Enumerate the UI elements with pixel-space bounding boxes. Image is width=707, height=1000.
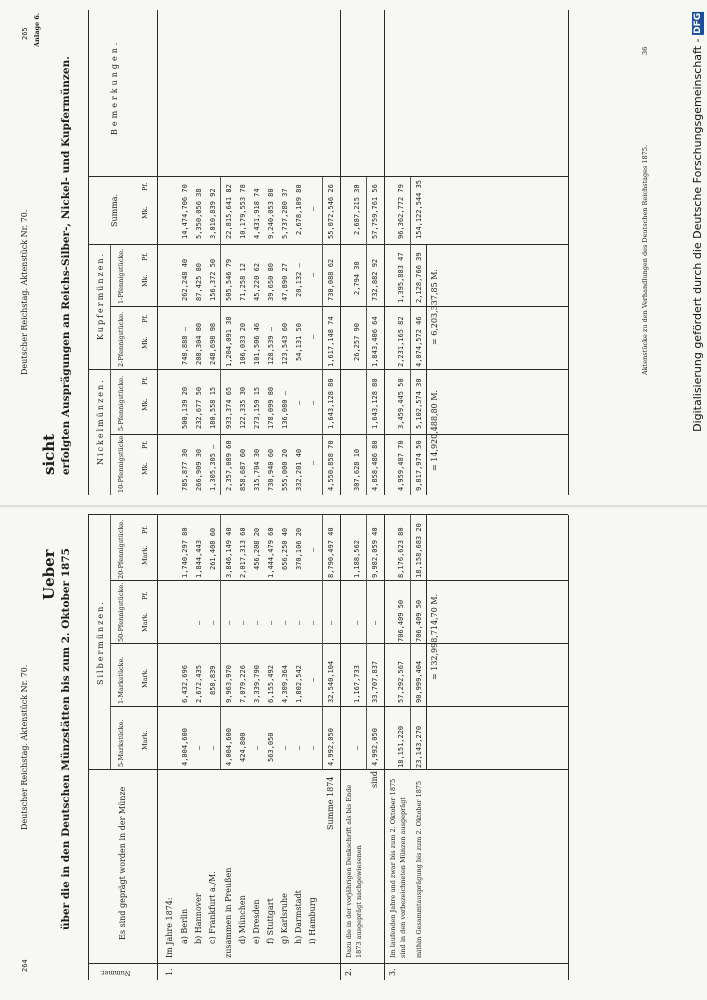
running-header-left: Deutscher Reichstag. Aktenstück Nr. 70. <box>20 664 29 830</box>
cell-value: 3,846,149 40 <box>225 527 233 578</box>
cell-value: 178,099 80 <box>267 386 275 429</box>
unit-pf: Pf. <box>141 182 149 191</box>
cell-value: 748,888 — <box>181 327 189 365</box>
cell-value: 1,617,148 74 <box>327 316 335 367</box>
col-sep <box>88 514 568 515</box>
cell-value: 1,305,305 — <box>209 444 217 491</box>
cell-value: 1,643,128 80 <box>371 378 379 429</box>
cell-value: 732,882 92 <box>371 258 379 301</box>
col-sep <box>88 769 568 770</box>
cell-value: 332,201 40 <box>295 448 303 491</box>
dfg-watermark <box>691 12 705 612</box>
cell-value: 273,159 15 <box>253 386 261 429</box>
col-header-remarks: Bemerkungen. <box>110 39 119 135</box>
row-label: sind <box>370 771 379 788</box>
cell-value: 307,628 10 <box>353 448 361 491</box>
col-header: 5-Pfennigstücke. <box>117 375 125 431</box>
cell-value: 8,790,497 40 <box>327 527 335 578</box>
cell-value: — <box>209 745 217 750</box>
row-label: b) Hannover <box>194 893 203 944</box>
cell-value: 32,540,104 <box>327 660 335 703</box>
table-top-rule <box>88 515 89 980</box>
cell-value: 1,188,562 <box>353 540 361 578</box>
cell-value: 47,890 27 <box>281 263 289 301</box>
unit-mark: Mk. <box>141 206 149 219</box>
cell-value: — <box>239 620 247 625</box>
nickel-group-header: Nickelmünzen. <box>96 378 105 465</box>
col-header: 10-Pfennigstücke. <box>117 433 125 493</box>
cell-value: 424,800 <box>239 732 247 762</box>
col-sep <box>110 306 568 307</box>
title-line-left: über die in den Deutschen Münzstätten bis zum 2. Oktober 1875 <box>60 548 72 930</box>
unit-mark: Mark. <box>141 545 149 565</box>
cell-value: 4,992,050 <box>371 728 379 766</box>
row-label: mithin Gesammtausprägung bis zum 2. Oktober 1875 <box>415 780 423 958</box>
unit-mark: Mk. <box>141 274 149 287</box>
sum-rule <box>322 515 323 770</box>
cell-value: 4,004,600 <box>225 728 233 766</box>
cell-value: 730,088 62 <box>327 258 335 301</box>
cell-value: 3,459,445 50 <box>397 378 405 429</box>
col-sep <box>88 369 568 370</box>
sum-rule <box>322 177 323 495</box>
page-number-left: 264 <box>21 959 29 972</box>
cell-value: — <box>327 620 335 625</box>
cell-value: — <box>309 745 317 750</box>
cell-value: 2,128,766 39 <box>415 252 423 303</box>
running-header-right: Deutscher Reichstag. Aktenstück Nr. 70. <box>20 209 29 375</box>
cell-value: 4,309,364 <box>281 665 289 703</box>
cell-value: 9,817,974 50 <box>415 440 423 491</box>
cell-value: 5,102,574 30 <box>415 378 423 429</box>
unit-mark: Mark. <box>141 730 149 750</box>
row-rule <box>384 10 385 495</box>
cell-value: — <box>225 620 233 625</box>
cell-value: 123,543 60 <box>281 322 289 365</box>
page-265 <box>0 0 707 495</box>
cell-value: 23,143,270 <box>415 725 423 768</box>
unit-pf: Pf. <box>141 440 149 449</box>
cell-value: — <box>281 620 289 625</box>
cell-value: 2,678,109 80 <box>295 184 303 235</box>
cell-value: — <box>253 745 261 750</box>
dfg-logo-icon: DFG <box>693 13 703 35</box>
anlage-label: Anlage 6. <box>33 12 41 47</box>
copper-total: = 6,203,337,85 M. <box>430 269 439 345</box>
cell-value: 57,292,567 <box>397 660 405 703</box>
label-header: Es sind geprägt worden in der Münze <box>118 786 127 940</box>
cell-value: 7,079,226 <box>239 665 247 703</box>
cell-value: 1,843,406 64 <box>371 316 379 367</box>
cell-value: — <box>371 620 379 625</box>
cell-value: 4,550,858 70 <box>327 440 335 491</box>
cell-value: 55,072,546 26 <box>327 184 335 239</box>
group-rule <box>110 515 111 770</box>
row-label: zusammen in Preußen <box>224 867 233 958</box>
cell-value: — <box>309 677 317 682</box>
cell-value: 1,204,091 38 <box>225 316 233 367</box>
cell-value: 315,704 30 <box>253 448 261 491</box>
cell-value: 262,248 40 <box>181 258 189 301</box>
cell-value: 136,080 — <box>281 391 289 429</box>
cell-value: 500,139 20 <box>181 386 189 429</box>
cell-value: 2,231,165 82 <box>397 316 405 367</box>
cell-value: 706,409 50 <box>397 599 405 642</box>
cell-value: 26,257 90 <box>353 323 361 361</box>
unit-mark: Mk. <box>141 398 149 411</box>
cell-value: — <box>195 620 203 625</box>
cell-value: 10,179,553 78 <box>239 184 247 239</box>
sum-rule <box>410 515 411 770</box>
cell-value: 154,122,544 35 <box>415 179 423 239</box>
cell-value: 456,208 20 <box>253 527 261 570</box>
unit-pf: Pf. <box>141 376 149 385</box>
cell-value: — <box>295 400 303 405</box>
cell-value: 18,158,683 20 <box>415 523 423 578</box>
col-sep <box>110 580 568 581</box>
col-sep <box>110 434 568 435</box>
cell-value: 2,017,313 60 <box>239 527 247 578</box>
cell-value: — <box>309 272 317 277</box>
unit-mark: Mk. <box>141 336 149 349</box>
header-bottom-rule <box>157 10 158 495</box>
subtotal-rule <box>220 177 221 495</box>
title-word-right: sicht <box>40 433 58 475</box>
cell-value: 555,000 20 <box>281 448 289 491</box>
cell-value: 730,940 60 <box>267 448 275 491</box>
unit-pf: Pf. <box>141 591 149 600</box>
cell-value: 14,474,706 70 <box>181 184 189 239</box>
sum-rule <box>366 177 367 495</box>
cell-value: 128,539 — <box>267 327 275 365</box>
row-label: d) München <box>238 895 247 944</box>
unit-mark: Mark. <box>141 612 149 632</box>
table-bottom-rule <box>568 10 569 495</box>
cell-value: 8,176,623 80 <box>397 527 405 578</box>
row-label: g) Karlsruhe <box>280 893 289 944</box>
silver-group-header: Silbermünzen. <box>96 600 105 685</box>
cell-value: 4,959,487 70 <box>397 440 405 491</box>
cell-value: — <box>195 745 203 750</box>
page-fold <box>0 505 707 508</box>
row-label: h) Darmstadt <box>294 890 303 944</box>
cell-value: — <box>209 620 217 625</box>
cell-value: 4,004,600 <box>181 728 189 766</box>
col-sep <box>110 706 568 707</box>
total-rule <box>426 515 427 770</box>
col-sep <box>88 176 568 177</box>
cell-value: 261,408 60 <box>209 527 217 570</box>
cell-value: 3,339,790 <box>253 665 261 703</box>
sum-rule <box>366 515 367 770</box>
cell-value: — <box>295 745 303 750</box>
cell-value: 1,643,128 80 <box>327 378 335 429</box>
cell-value: 101,506 46 <box>253 322 261 365</box>
cell-value: 45,220 62 <box>253 263 261 301</box>
watermark-text: Digitalisierung gefördert durch die Deutsche Forschungsgemeinschaft - <box>691 38 704 432</box>
page-264 <box>0 505 707 1000</box>
cell-value: 54,131 50 <box>295 323 303 361</box>
page-mark: 36 <box>641 46 649 55</box>
cell-value: 1,395,883 47 <box>397 252 405 303</box>
nickel-total: = 14,920,488,80 M. <box>430 389 439 471</box>
cell-value: — <box>267 620 275 625</box>
sum-rule <box>410 177 411 495</box>
col-sep <box>110 643 568 644</box>
cell-value: 563,050 <box>267 732 275 762</box>
cell-value: 87,425 80 <box>195 263 203 301</box>
cell-value: 6,155,492 <box>267 665 275 703</box>
silver-col-header: 1-Markstücke. <box>117 656 125 704</box>
cell-value: 71,258 12 <box>239 263 247 301</box>
cell-value: — <box>253 620 261 625</box>
cell-value: — <box>309 620 317 625</box>
row-rule <box>340 10 341 495</box>
cell-value: 96,362,772 79 <box>397 184 405 239</box>
cell-value: 1,167,733 <box>353 665 361 703</box>
cell-value: — <box>309 547 317 552</box>
cell-value: 933,374 65 <box>225 386 233 429</box>
silver-col-header: 50-Pfennigstücke. <box>117 582 125 642</box>
cell-value: 505,546 79 <box>225 258 233 301</box>
cell-value: 57,759,761 56 <box>371 184 379 239</box>
col-sep <box>88 963 568 964</box>
row-rule <box>340 515 341 980</box>
row-number: 3. <box>388 968 397 976</box>
col-sep <box>88 244 568 245</box>
title-word-left: Ueber <box>40 549 58 600</box>
cell-value: 122,335 30 <box>239 386 247 429</box>
cell-value: — <box>309 400 317 405</box>
cell-value: 706,409 50 <box>415 599 423 642</box>
cell-value: 20,132 — <box>295 263 303 297</box>
cell-value: — <box>281 745 289 750</box>
cell-value: — <box>353 745 361 750</box>
cell-value: 248,698 98 <box>209 322 217 365</box>
cell-value: 1,844,443 <box>195 540 203 578</box>
row-rule <box>384 515 385 980</box>
table-top-rule <box>88 10 89 495</box>
row-label: Summe 1874 <box>326 776 335 830</box>
col-header: 2-Pfennigstücke. <box>117 311 125 367</box>
cell-value: — <box>309 334 317 339</box>
unit-pf: Pf. <box>141 314 149 323</box>
cell-value: — <box>309 206 317 211</box>
cell-value: 90,999,404 <box>415 660 423 703</box>
row-number: 2. <box>344 968 353 976</box>
row-label: c) Frankfurt a./M. <box>208 871 217 944</box>
cell-value: 208,304 80 <box>195 322 203 365</box>
unit-mark: Mk. <box>141 462 149 475</box>
cell-value: 4,431,918 74 <box>253 188 261 239</box>
cell-value: 232,677 50 <box>195 386 203 429</box>
cell-value: 6,432,696 <box>181 665 189 703</box>
cell-value: 785,877 30 <box>181 448 189 491</box>
cell-value: 266,909 30 <box>195 448 203 491</box>
cell-value: — <box>295 620 303 625</box>
cell-value: 9,963,970 <box>225 665 233 703</box>
cell-value: 370,106 20 <box>295 527 303 570</box>
cell-value: 33,707,837 <box>371 660 379 703</box>
row-label: Dazu die in der vorjährigen Denkschrift als bis Ende 1873 ausgeprägt nachgewiesenen <box>345 784 363 958</box>
cell-value: 858,687 60 <box>239 448 247 491</box>
cell-value: 39,650 80 <box>267 263 275 301</box>
silver-col-header: 20-Pfennigstücke. <box>117 519 125 579</box>
cell-value: 2,672,435 <box>195 665 203 703</box>
cell-value: 1,444,479 60 <box>267 527 275 578</box>
cell-value: 2,794 30 <box>353 261 361 295</box>
row-label: a) Berlin <box>180 908 189 944</box>
table-bottom-rule <box>568 515 569 980</box>
nummer-header: Nummer. <box>100 969 131 977</box>
cell-value: 4,992,050 <box>327 728 335 766</box>
silver-col-header: 5-Markstücke. <box>117 719 125 767</box>
cell-value: 106,033 20 <box>239 322 247 365</box>
cell-value: 656,250 40 <box>281 527 289 570</box>
copper-group-header: Kupfermünzen. <box>96 251 105 340</box>
row-label: Im laufenden Jahre und zwar bis zum 2. Oktober 1875 sind in den vorbezeichneten Münzen ausgeprägt <box>389 778 407 958</box>
cell-value: 1,740,297 80 <box>181 527 189 578</box>
cell-value: — <box>309 460 317 465</box>
cell-value: 9,240,053 80 <box>267 188 275 239</box>
title-line-right: erfolgten Ausprägungen an Reichs-Silber-, Nickel- und Kupfermünzen. <box>60 56 72 475</box>
cell-value: 2,687,215 30 <box>353 184 361 235</box>
col-header: 1-Pfennigstücke. <box>117 248 125 304</box>
silver-total: = 132,998,714,70 M. <box>430 593 439 680</box>
row-label: Im Jahre 1874: <box>165 897 174 958</box>
cell-value: 2,357,089 60 <box>225 440 233 491</box>
cell-value: 858,839 <box>209 665 217 695</box>
cell-value: 4,074,572 46 <box>415 316 423 367</box>
row-label: i) Hamburg <box>308 897 317 944</box>
header-bottom-rule <box>157 515 158 980</box>
cell-value: 4,858,486 80 <box>371 440 379 491</box>
cell-value: 5,350,056 38 <box>195 188 203 239</box>
unit-pf: Pf. <box>141 252 149 261</box>
cell-value: 156,372 50 <box>209 258 217 301</box>
unit-mark: Mark. <box>141 668 149 688</box>
col-header-summa: Summa. <box>110 193 119 227</box>
cell-value: 18,151,220 <box>397 725 405 768</box>
cell-value: 9,982,059 40 <box>371 527 379 578</box>
footnote: Aktenstücke zu den Verhandlungen des Deutschen Reichstages 1875. <box>641 144 649 375</box>
subtotal-rule <box>220 515 221 770</box>
cell-value: — <box>353 620 361 625</box>
total-rule <box>426 245 427 495</box>
row-label: f) Stuttgart <box>266 898 275 944</box>
cell-value: 180,558 15 <box>209 386 217 429</box>
unit-pf: Pf. <box>141 525 149 534</box>
cell-value: 3,010,839 92 <box>209 188 217 239</box>
cell-value: 5,737,280 37 <box>281 188 289 239</box>
row-label: e) Dresden <box>252 899 261 944</box>
group-rule <box>110 245 111 495</box>
page-number-right: 265 <box>21 27 29 40</box>
row-number: 1. <box>165 968 174 976</box>
cell-value: 22,815,641 82 <box>225 184 233 239</box>
cell-value: 1,802,542 <box>295 665 303 703</box>
